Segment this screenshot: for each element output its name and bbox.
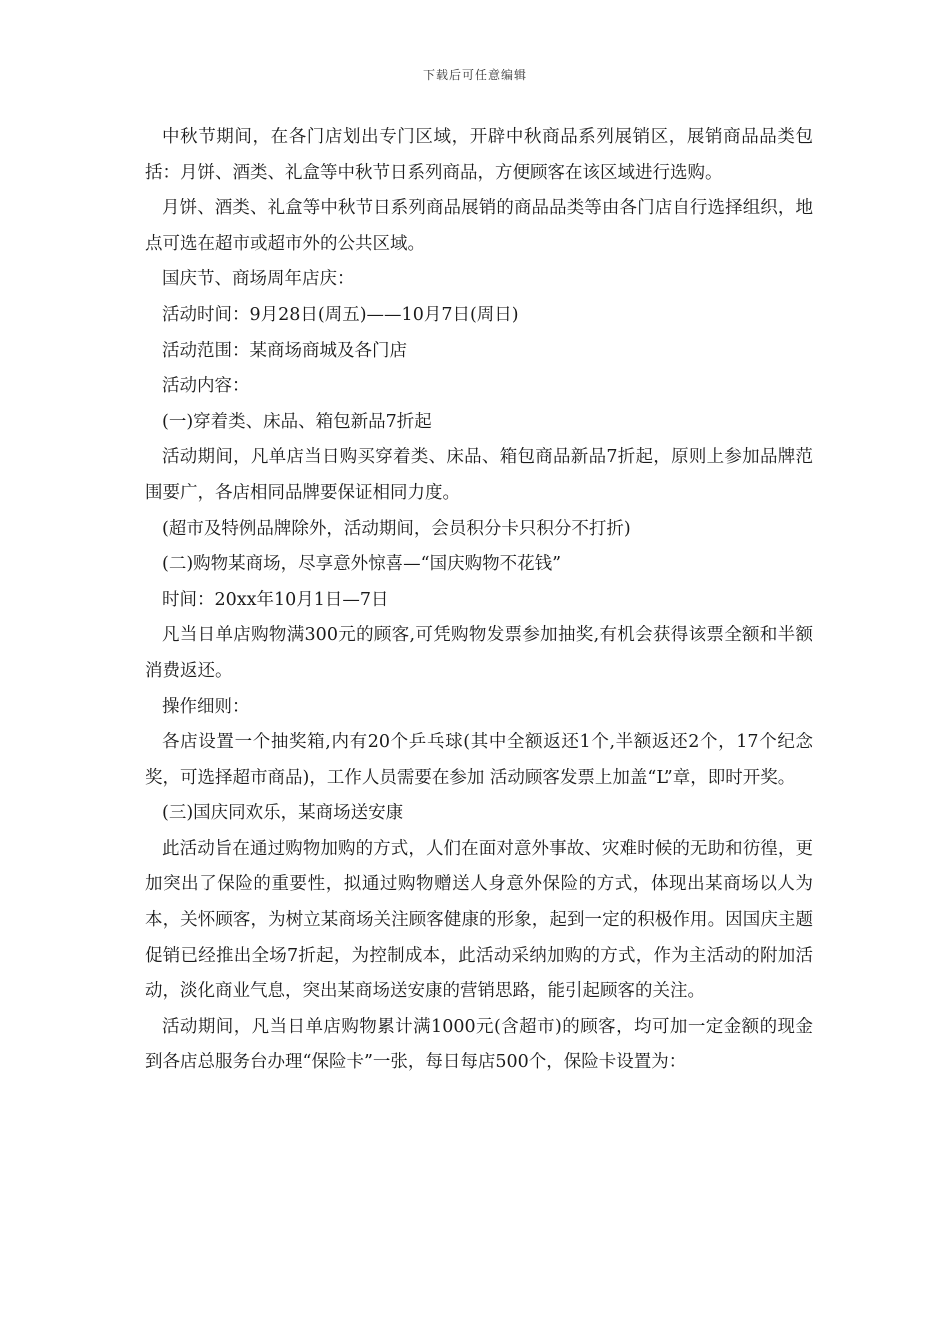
paragraph-operation-rules-body: 各店设置一个抽奖箱,内有20个乒乓球(其中全额返还1个,半额返还2个，17个纪念奖，可选择超市商品)，工作人员需要在参加 活动顾客发票上加盖“L”章，即时开奖。 bbox=[145, 732, 813, 788]
paragraph-section-one-body: 活动期间，凡单店当日购买穿着类、床品、箱包商品新品7折起，原则上参加品牌范围要广，各店相同品牌要保证相同力度。 bbox=[145, 447, 813, 503]
paragraph-section-three-heading: (三)国庆同欢乐，某商场送安康 bbox=[162, 803, 404, 824]
paragraph-section-three-body: 此活动旨在通过购物加购的方式，人们在面对意外事故、灾难时候的无助和彷徨，更加突出了保险的重要性，拟通过购物赠送人身意外保险的方式，体现出某商场以人为本，关怀顾客，为树立某商场关注顾客健康的形象，起到一定的积极作用。因国庆主题促销已经推出全场7折起，为控制成本，此活动采纳加购的方式，作为主活动的附加活动，淡化商业气息，突出某商场送安康的营销思路，能引起顾客的关注。 bbox=[145, 838, 813, 1002]
paragraph-activity-time: 活动时间：9月28日(周五)——10月7日(周日) bbox=[162, 304, 519, 325]
paragraph-mid-autumn-organize: 月饼、酒类、礼盒等中秋节日系列商品展销的商品品类等由各门店自行选择组织，地点可选在超市或超市外的公共区域。 bbox=[145, 198, 813, 254]
document-body bbox=[145, 120, 813, 1081]
page-header: 下载后可任意编辑 bbox=[422, 68, 527, 82]
paragraph-national-day-heading: 国庆节、商场周年店庆： bbox=[162, 269, 355, 290]
paragraph-section-one-heading: (一)穿着类、床品、箱包新品7折起 bbox=[162, 411, 432, 432]
paragraph-section-one-note: (超市及特例品牌除外，活动期间，会员积分卡只积分不打折) bbox=[162, 518, 631, 539]
paragraph-section-two-time: 时间：20xx年10月1日—7日 bbox=[162, 589, 389, 610]
paragraph-insurance-card: 活动期间，凡当日单店购物累计满1000元(含超市)的顾客，均可加一定金额的现金到各店总服务台办理“保险卡”一张，每日每店500个，保险卡设置为： bbox=[145, 1016, 813, 1073]
paragraph-section-two-heading: (二)购物某商场，尽享意外惊喜—“国庆购物不花钱” bbox=[162, 554, 562, 575]
paragraph-section-two-body: 凡当日单店购物满300元的顾客,可凭购物发票参加抽奖,有机会获得该票全额和半额消费返还。 bbox=[145, 625, 813, 681]
paragraph-mid-autumn-display: 中秋节期间，在各门店划出专门区域，开辟中秋商品系列展销区，展销商品品类包括：月饼、酒类、礼盒等中秋节日系列商品，方便顾客在该区域进行选购。 bbox=[145, 127, 813, 183]
paragraph-activity-scope: 活动范围：某商场商城及各门店 bbox=[162, 340, 407, 361]
paragraph-operation-rules-heading: 操作细则： bbox=[162, 696, 250, 717]
paragraph-activity-content: 活动内容： bbox=[162, 376, 250, 397]
